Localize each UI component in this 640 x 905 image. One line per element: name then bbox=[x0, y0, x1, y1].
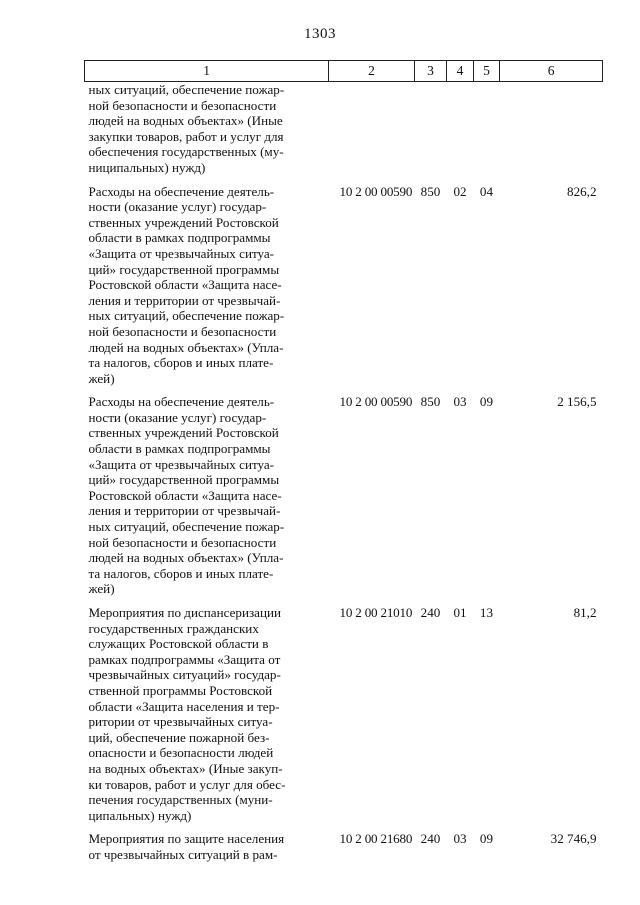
header-col-1: 1 bbox=[85, 61, 329, 82]
page-number: 1303 bbox=[304, 26, 336, 42]
row-description bbox=[85, 82, 329, 184]
description-line: «Защита от чрезвычайных ситуа- bbox=[88, 456, 275, 472]
header-col-6: 6 bbox=[500, 61, 603, 82]
description-line: ления и территории от чрезвычай- bbox=[88, 292, 281, 308]
description-line: ности (оказание услуг) государ- bbox=[88, 409, 267, 425]
row-subsection bbox=[473, 82, 499, 184]
description-line: ственной программы Ростовской bbox=[88, 682, 273, 698]
description-line: ной безопасности и безопасности bbox=[88, 97, 277, 113]
row-target-code: 10 2 00 21010 bbox=[339, 605, 413, 620]
header-col-3: 3 bbox=[414, 61, 447, 82]
description-line: ций, обеспечение пожарной без- bbox=[88, 729, 270, 745]
row-description bbox=[85, 605, 329, 831]
description-line: людей на водных объектах» (Упла- bbox=[88, 550, 284, 566]
table-row bbox=[85, 394, 603, 605]
row-amount: 2 156,5 bbox=[557, 394, 597, 410]
table-header-row bbox=[85, 61, 603, 82]
description-line: рамках подпрограммы «Защита от bbox=[88, 651, 281, 667]
budget-table bbox=[84, 60, 603, 871]
description-line: ритории от чрезвычайных ситуа- bbox=[88, 714, 273, 730]
description-line: ной безопасности и безопасности bbox=[88, 534, 277, 550]
table-row bbox=[85, 184, 603, 395]
row-description bbox=[85, 831, 329, 870]
row-subsection: 04 bbox=[479, 183, 493, 199]
row-expense-type: 850 bbox=[420, 394, 441, 410]
description-line: ственных учреждений Ростовской bbox=[88, 214, 279, 230]
row-subsection: 09 bbox=[479, 831, 493, 847]
description-line: ципальных) нужд) bbox=[88, 807, 192, 823]
description-line: закупки товаров, работ и услуг для bbox=[88, 128, 284, 144]
description-line: ниципальных) нужд) bbox=[88, 159, 206, 175]
table-row bbox=[85, 831, 603, 870]
description-line: ций» государственной программы bbox=[88, 261, 280, 277]
description-line: жей) bbox=[88, 581, 115, 597]
description-line: ки товаров, работ и услуг для обес- bbox=[88, 776, 286, 792]
row-target-code: 10 2 00 21680 bbox=[339, 831, 413, 847]
table-row bbox=[85, 82, 603, 184]
row-subsection: 09 bbox=[479, 394, 493, 410]
description-line: Расходы на обеспечение деятель- bbox=[88, 183, 275, 199]
row-expense-type bbox=[414, 82, 447, 184]
description-line: ности (оказание услуг) государ- bbox=[88, 199, 267, 215]
row-section: 03 bbox=[453, 394, 467, 410]
row-section: 02 bbox=[453, 183, 467, 199]
description-line: опасности и безопасности людей bbox=[88, 745, 274, 761]
table-body bbox=[85, 82, 603, 871]
description-line: ной безопасности и безопасности bbox=[88, 323, 277, 339]
row-section: 01 bbox=[453, 605, 467, 620]
description-line: людей на водных объектах» (Иные bbox=[88, 113, 283, 129]
row-expense-type: 240 bbox=[420, 831, 441, 847]
description-line: от чрезвычайных ситуаций в рам- bbox=[88, 846, 278, 862]
header-col-2: 2 bbox=[329, 61, 414, 82]
row-amount bbox=[500, 82, 603, 184]
row-amount: 826,2 bbox=[567, 183, 597, 199]
row-section: 03 bbox=[453, 831, 467, 847]
row-description bbox=[85, 394, 329, 605]
row-description bbox=[85, 184, 329, 395]
row-amount: 81,2 bbox=[573, 605, 597, 620]
description-line: на водных объектах» (Иные закуп- bbox=[88, 760, 283, 776]
description-line: Ростовской области «Защита насе- bbox=[88, 487, 282, 503]
row-target-code: 10 2 00 00590 bbox=[339, 394, 413, 410]
description-line: «Защита от чрезвычайных ситуа- bbox=[88, 245, 275, 261]
row-subsection: 13 bbox=[479, 605, 493, 620]
table-row bbox=[85, 605, 603, 831]
header-col-4: 4 bbox=[447, 61, 473, 82]
description-line: Расходы на обеспечение деятель- bbox=[88, 394, 275, 410]
description-line: людей на водных объектах» (Упла- bbox=[88, 339, 284, 355]
description-line: ных ситуаций, обеспечение пожар- bbox=[88, 308, 285, 324]
description-line: служащих Ростовской области в bbox=[88, 636, 269, 652]
description-line: обеспечения государственных (му- bbox=[88, 144, 284, 160]
description-line: области «Защита населения и тер- bbox=[88, 698, 280, 714]
row-amount: 32 746,9 bbox=[550, 831, 597, 847]
header-col-5: 5 bbox=[473, 61, 499, 82]
description-line: та налогов, сборов и иных плате- bbox=[88, 355, 274, 371]
row-target-code bbox=[329, 82, 414, 184]
description-line: области в рамках подпрограммы bbox=[88, 230, 271, 246]
description-line: ственных учреждений Ростовской bbox=[88, 425, 279, 441]
description-line: ных ситуаций, обеспечение пожар- bbox=[88, 82, 285, 97]
description-line: Ростовской области «Защита насе- bbox=[88, 277, 282, 293]
description-line: та налогов, сборов и иных плате- bbox=[88, 565, 274, 581]
description-line: печения государственных (муни- bbox=[88, 792, 273, 808]
description-line: чрезвычайных ситуаций» государ- bbox=[88, 667, 281, 683]
description-line: Мероприятия по диспансеризации bbox=[88, 605, 281, 620]
row-target-code: 10 2 00 00590 bbox=[339, 183, 413, 199]
description-line: ных ситуаций, обеспечение пожар- bbox=[88, 519, 285, 535]
description-line: ций» государственной программы bbox=[88, 472, 280, 488]
description-line: государственных гражданских bbox=[88, 620, 259, 636]
description-line: области в рамках подпрограммы bbox=[88, 441, 271, 457]
row-section bbox=[447, 82, 473, 184]
description-line: ления и территории от чрезвычай- bbox=[88, 503, 281, 519]
description-line: жей) bbox=[88, 370, 115, 386]
description-line: Мероприятия по защите населения bbox=[88, 831, 285, 847]
row-expense-type: 850 bbox=[420, 183, 441, 199]
row-expense-type: 240 bbox=[420, 605, 441, 620]
